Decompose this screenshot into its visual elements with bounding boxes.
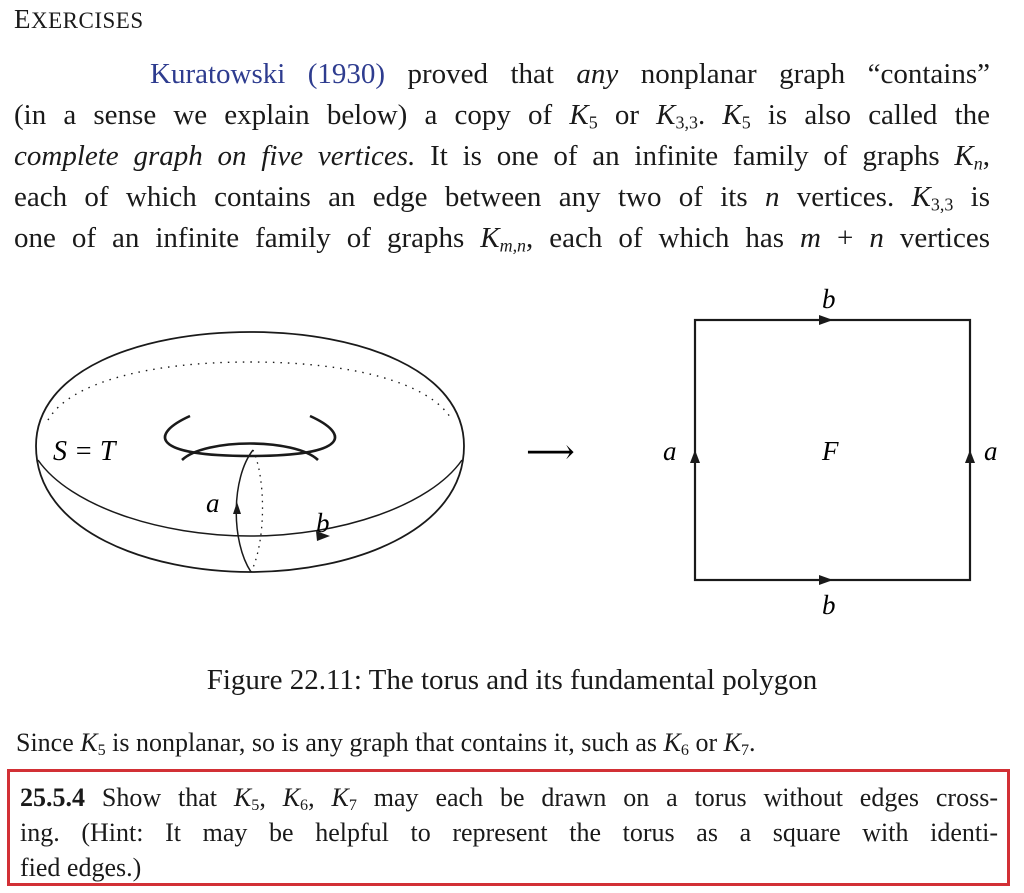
torus-meridian-back — [251, 450, 263, 572]
paragraph-line-5: one of an infinite family of graphs $K_{m,n}$, each of which has m + n vertices — [14, 222, 991, 256]
intro-paragraph — [14, 54, 990, 259]
torus-b-label: b — [316, 508, 330, 538]
torus-hole-bottom — [182, 444, 318, 461]
square-bottom-b-label: b — [822, 590, 836, 620]
square-face-label: F — [822, 436, 839, 466]
since-sentence: Since $K_5$ is nonplanar, so is any graph that contains it, such as $K_6$ or $K_7$. — [16, 728, 756, 760]
square-right-arrowhead — [965, 450, 975, 463]
exercise-line-3: fied edges.) — [20, 853, 142, 882]
square-bottom-arrowhead — [819, 575, 833, 585]
torus-hole-top — [165, 416, 335, 456]
paragraph-line-3: complete graph on five vertices. It is one of an infinite family of graphs $K_n$, — [14, 140, 990, 174]
torus-figure — [0, 270, 1024, 620]
torus-back-rim — [48, 362, 452, 420]
torus-equator — [38, 460, 462, 536]
square-left-arrowhead — [690, 450, 700, 463]
torus-a-label: a — [206, 488, 220, 518]
exercise-text — [20, 780, 998, 885]
kuratowski-citation-link[interactable]: Kuratowski (1930) — [150, 58, 386, 90]
torus-label: S = T — [53, 436, 116, 467]
exercise-number: 25.5.4 — [20, 783, 85, 812]
mapping-arrow: ⟶ — [526, 434, 575, 471]
paragraph-line-4: each of which contains an edge between any two of its n vertices. $K_{3,3}$ is — [14, 181, 991, 215]
square-right-a-label: a — [984, 436, 998, 466]
square-left-a-label: a — [663, 436, 677, 466]
torus-a-arrowhead — [233, 502, 241, 514]
exercise-line-2: ing. (Hint: It may be helpful to represent the torus as a square with identi- — [20, 818, 998, 847]
paragraph-line-2: (in a sense we explain below) a copy of $K_5$ or $K_{3,3}$. $K_5$ is also called the — [14, 99, 990, 133]
square-top-b-label: b — [822, 284, 836, 314]
paragraph-line-1: Kuratowski (1930) proved that any nonplanar graph “contains” — [150, 58, 990, 90]
section-heading: EXERCISES — [14, 4, 144, 34]
square-top-arrowhead — [819, 315, 833, 325]
figure-caption: Figure 22.11: The torus and its fundamental polygon — [206, 664, 818, 696]
exercise-box — [7, 769, 1010, 886]
exercise-line-1: 25.5.4 Show that $K_5$, $K_6$, $K_7$ may each be drawn on a torus without edges cross- — [20, 783, 998, 815]
